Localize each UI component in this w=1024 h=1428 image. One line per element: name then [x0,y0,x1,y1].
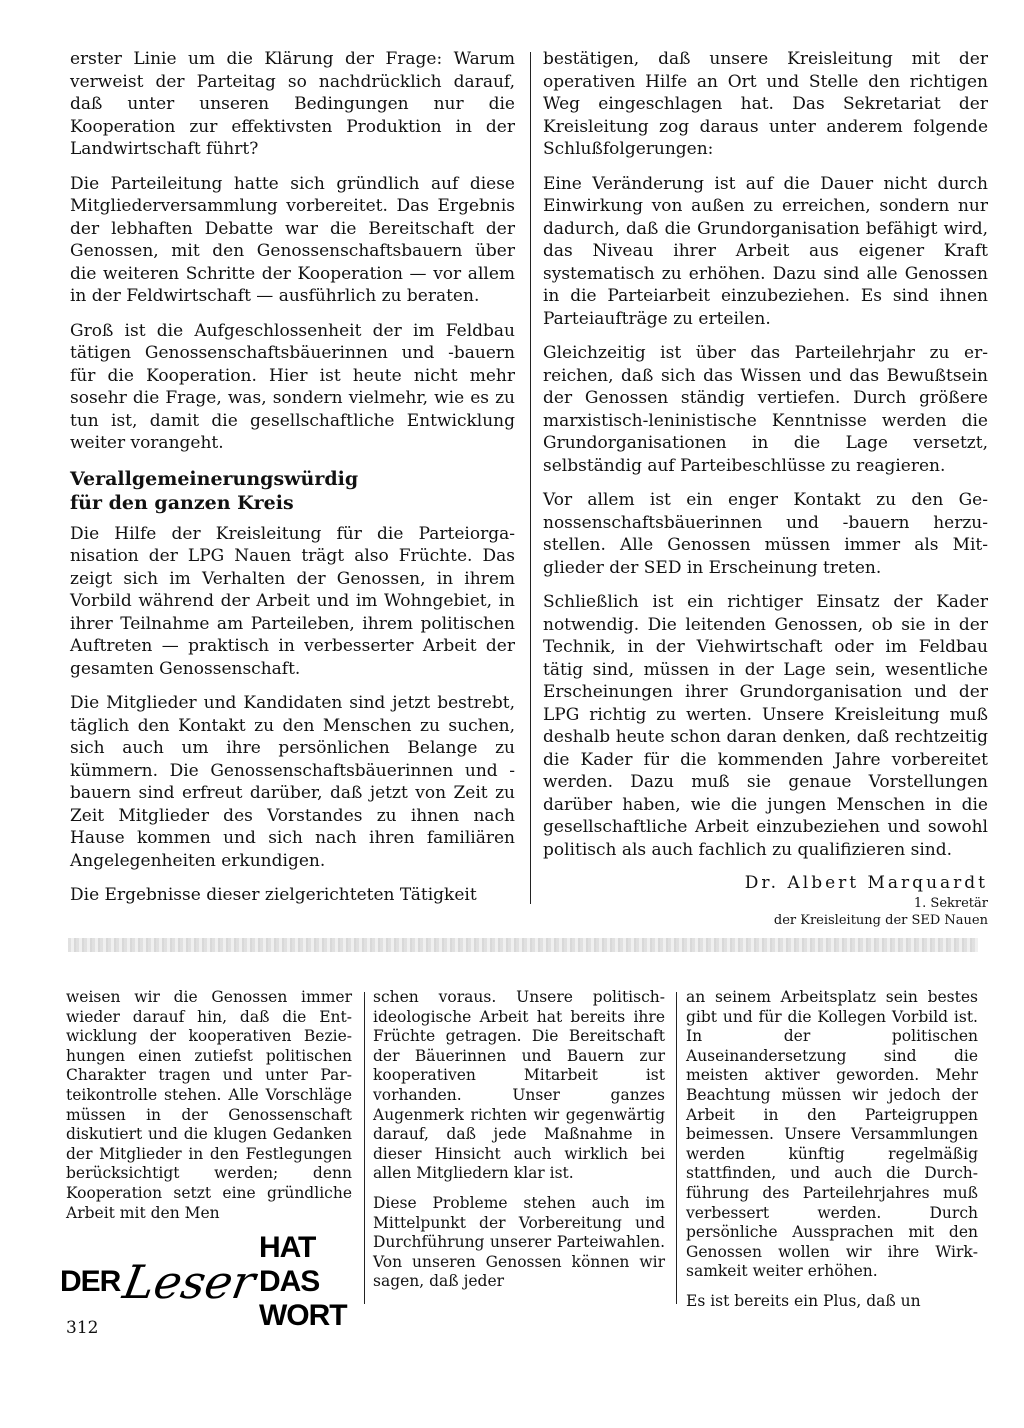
paragraph: Die Ergebnisse dieser zielgerichteten Tätigkeit [70,885,477,905]
column-divider [530,52,531,904]
section-heading [70,467,515,515]
lower-column-3 [686,988,978,1322]
paragraph: Gleichzeitig ist über das Parteilehrjahr zu erreichen, daß sich das Wissen und das Bewußtsein der Genossen ständig vertiefen. Durch größere marxistisch-leninistische Kenntnisse werden die Grundorganisationen in die Lage versetzt, selbständig auf Parteibeschlüsse zu reagieren. [543,343,988,476]
paragraph: Es ist bereits ein Plus, daß un [686,1291,921,1310]
logo-text-right: HAT DAS WORT [258,1231,347,1332]
lower-column-1 [66,988,352,1233]
section-heading-line: Verallgemeinerungswürdig [70,467,359,490]
signature-title: 1. Sekretär [913,896,988,911]
signature-organization: der Kreisleitung der SED Nauen [773,913,988,928]
signature-name: Dr. Albert Marquardt [744,873,988,893]
paragraph: Die Mitglieder und Kandidaten sind jetzt bestrebt, täglich den Kontakt zu den Menschen zu suchen, sich auch um ihre persönlichen Belange zu kümmern. Die Genossenschaftsbäuerinnen und -bauern sind erfreut darüber, daß jetzt von Zeit zu Zeit Mitglieder des Vorstandes zu ihnen nach Hause kommen und sich nach ihren familiären Angelegenheiten erkundigen. [70,693,515,871]
paragraph: Schließlich ist ein richtiger Einsatz der Kader notwendig. Die leitenden Genossen, ob sie in der Technik, in der Viehwirtschaft oder im Feldbau tätig sind, müssen in der Lage sein, wesentliche Erscheinungen ihrer Grundorganisation und der LPG richtig zu werten. Unsere Kreisleitung muß deshalb heute schon daran denken, daß rechtzeitig die Kader für die kommenden Jahre vorbereitet werden. Dazu muß sie genaue Vorstellungen darüber haben, wie die jungen Menschen in die gesellschaftliche Arbeit einzubeziehen und sowohl politisch als auch fachlich zu qualifizieren sind. [543,592,988,860]
paragraph: erster Linie um die Klärung der Frage: Warum verweist der Parteitag so nachdrücklich darauf, daß unter unseren Bedingungen nur die Kooperation zur effektivsten Produktion in der Landwirtschaft führt? [70,49,515,159]
paragraph: Groß ist die Aufgeschlossenheit der im Feldbau tätigen Genossenschaftsbäuerinnen und -bauern für die Kooperation. Hier ist heute nicht mehr sosehr die Frage, was, sondern vielmehr, wie es zu tun ist, damit die gesellschaftliche Entwicklung weiter vorangeht. [70,320,515,453]
lower-column-2 [373,988,665,1302]
column-divider [364,992,365,1304]
upper-right-column [543,48,988,929]
paragraph: weisen wir die Genossen immer wieder darauf hin, daß die Entwicklung der kooperativen Beziehungen einen zutiefst politischen Charakter tragen und unter Parteikontrolle stehen. Alle Vorschläge müssen in der Genossenschaft diskutiert und die klugen Gedanken der Mitglieder in den Festlegungen berücksichtigt werden; denn Kooperation setzt eine gründliche Arbeit mit den Men [66,988,352,1222]
logo-text-left: DER [60,1265,121,1298]
paragraph: bestätigen, daß unsere Kreisleitung mit der operativen Hilfe an Ort und Stelle den richtigen Weg eingeschlagen hat. Das Sekretariat der Kreisleitung zog daraus unter anderem folgende Schlußfolgerungen: [543,49,988,159]
section-heading-line: für den ganzen Kreis [70,491,294,514]
paragraph: Diese Probleme stehen auch im Mittelpunkt der Vorbereitung und Durchführung unserer Parteiwahlen. Von unseren Genossen können wir sagen, daß jeder [373,1193,665,1291]
logo-script-word: Leser [119,1255,260,1309]
paragraph: Vor allem ist ein enger Kontakt zu den Genossenschaftsbäuerinnen und -bauern herzustellen. Alle Genossen müssen immer als Mitglieder der SED in Erscheinung treten. [543,490,988,578]
column-divider [676,992,677,1304]
paragraph: Die Hilfe der Kreisleitung für die Parteiorganisation der LPG Nauen trägt also Früchte. Das zeigt sich im Verhalten der Genossen, in ihrem Vorbild während der Arbeit und im Wohngebiet, in ihrer Teilnahme am Parteileben, ihrem politischen Auftreten — praktisch in verbesserter Arbeit der gesamten Genossenschaft. [70,523,515,679]
paragraph: Die Parteileitung hatte sich gründlich auf diese Mitgliederversammlung vorbereitet. Das Ergebnis der lebhaften Debatte war die Bereitschaft der Genossen, mit den Genossenschaftsbauern über die weiteren Schritte der Kooperation — vor allem in der Feldwirtschaft — ausführlich zu beraten. [70,173,515,306]
section-separator [68,938,978,952]
paragraph: an seinem Arbeitsplatz sein bestes gibt und für die Kollegen Vorbild ist. In der politischen Auseinandersetzung sind die meisten aktiver geworden. Mehr Beachtung müssen wir jedoch der Arbeit in den Parteigruppen beimessen. Unsere Versammlungen werden künftig regelmäßig stattfinden, und auch die Durchführung des Parteilehrjahres muß verbessert werden. Durch persönliche Aussprachen mit den Genossen wollen wir ihre Wirksamkeit weiter erhöhen. [686,988,978,1281]
paragraph: Eine Veränderung ist auf die Dauer nicht durch Einwirkung von außen zu erreichen, sondern nur dadurch, daß die Grundorganisation befähigt wird, das Niveau ihrer Arbeit aus eigener Kraft systematisch zu erhöhen. Dazu sind alle Genossen in die Parteiarbeit einzubeziehen. Es sind ihnen Parteiaufträge zu erteilen. [543,173,988,329]
upper-left-column [70,48,515,907]
page-number: 312 [66,1318,99,1338]
paragraph: schen voraus. Unsere politisch-ideologische Arbeit hat bereits ihre Früchte getragen. Die Bereitschaft der Bäuerinnen und Bauern zur kooperativen Mitarbeit ist vorhanden. Unser ganzes Augenmerk richten wir gegenwärtig darauf, daß jede Maßnahme in dieser Hinsicht auch wirklich bei allen Mitgliedern klar ist. [373,988,665,1183]
